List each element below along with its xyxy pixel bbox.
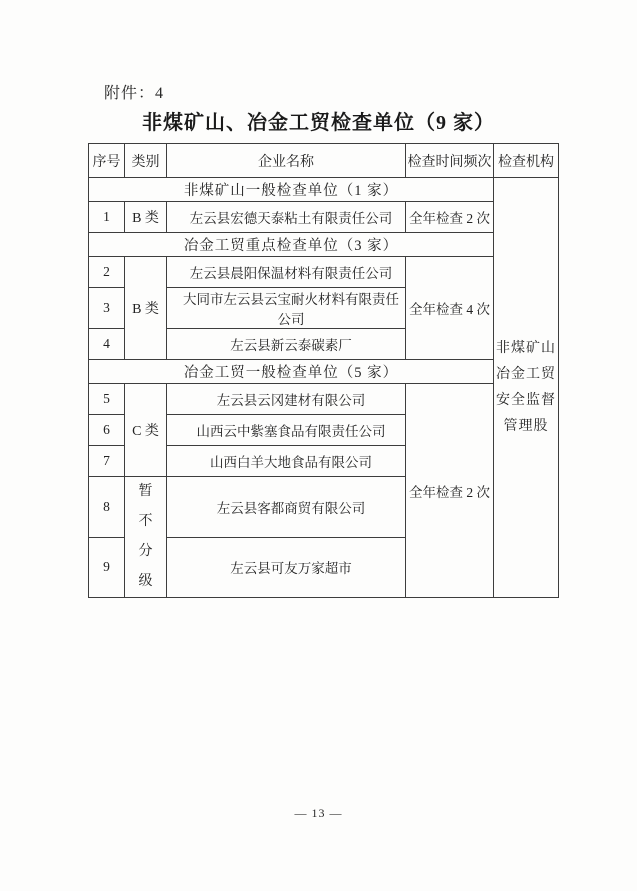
row-category: B 类 — [125, 257, 167, 360]
table-row — [89, 384, 559, 415]
col-header-frequency: 检查时间频次 — [406, 144, 494, 178]
section-header-row — [89, 178, 559, 202]
agency-line-1: 非煤矿山 — [496, 341, 556, 356]
page-number: — 13 — — [294, 806, 343, 820]
section-2-header: 冶金工贸重点检查单位（3 家） — [89, 233, 494, 257]
page-title: 非煤矿山、冶金工贸检查单位（9 家） — [142, 112, 495, 134]
row-no: 4 — [89, 329, 125, 360]
section-1-header: 非煤矿山一般检查单位（1 家） — [89, 178, 494, 202]
agency-line-3: 安全监督 — [496, 393, 556, 408]
table-row — [89, 202, 559, 233]
agency-cell — [494, 178, 559, 598]
row-category: B 类 — [125, 202, 167, 233]
row-no: 3 — [89, 288, 125, 329]
table-header-row — [89, 144, 559, 178]
company-name: 山西白羊大地食品有限公司 — [167, 446, 406, 477]
company-name: 左云县新云泰碳素厂 — [167, 329, 406, 360]
inspection-frequency: 全年检查 4 次 — [406, 257, 494, 360]
table-row — [89, 257, 559, 288]
row-no: 1 — [89, 202, 125, 233]
col-header-no: 序号 — [89, 144, 125, 178]
col-header-category: 类别 — [125, 144, 167, 178]
section-header-row — [89, 233, 559, 257]
inspection-frequency: 全年检查 2 次 — [406, 384, 494, 598]
col-header-agency: 检查机构 — [494, 144, 559, 178]
company-name: 大同市左云县云宝耐火材料有限责任公司 — [167, 288, 406, 329]
row-no: 6 — [89, 415, 125, 446]
row-no: 5 — [89, 384, 125, 415]
section-header-row — [89, 360, 559, 384]
row-category: 暂不分级 — [125, 477, 167, 598]
row-category: C 类 — [125, 384, 167, 477]
row-no: 8 — [89, 477, 125, 538]
section-3-header: 冶金工贸一般检查单位（5 家） — [89, 360, 494, 384]
company-name: 左云县晨阳保温材料有限责任公司 — [167, 257, 406, 288]
company-name: 左云县可友万家超市 — [167, 537, 406, 598]
agency-line-2: 冶金工贸 — [496, 367, 556, 382]
company-name: 左云县客都商贸有限公司 — [167, 477, 406, 538]
inspection-table — [88, 143, 559, 598]
col-header-company: 企业名称 — [167, 144, 406, 178]
company-name: 山西云中紫塞食品有限责任公司 — [167, 415, 406, 446]
company-name: 左云县云冈建材有限公司 — [167, 384, 406, 415]
inspection-frequency: 全年检查 2 次 — [406, 202, 494, 233]
company-name: 左云县宏德天泰粘土有限责任公司 — [167, 202, 406, 233]
row-no: 7 — [89, 446, 125, 477]
row-no: 9 — [89, 537, 125, 598]
row-no: 2 — [89, 257, 125, 288]
attachment-label: 附件：4 — [104, 85, 165, 102]
agency-line-4: 管理股 — [503, 419, 549, 434]
